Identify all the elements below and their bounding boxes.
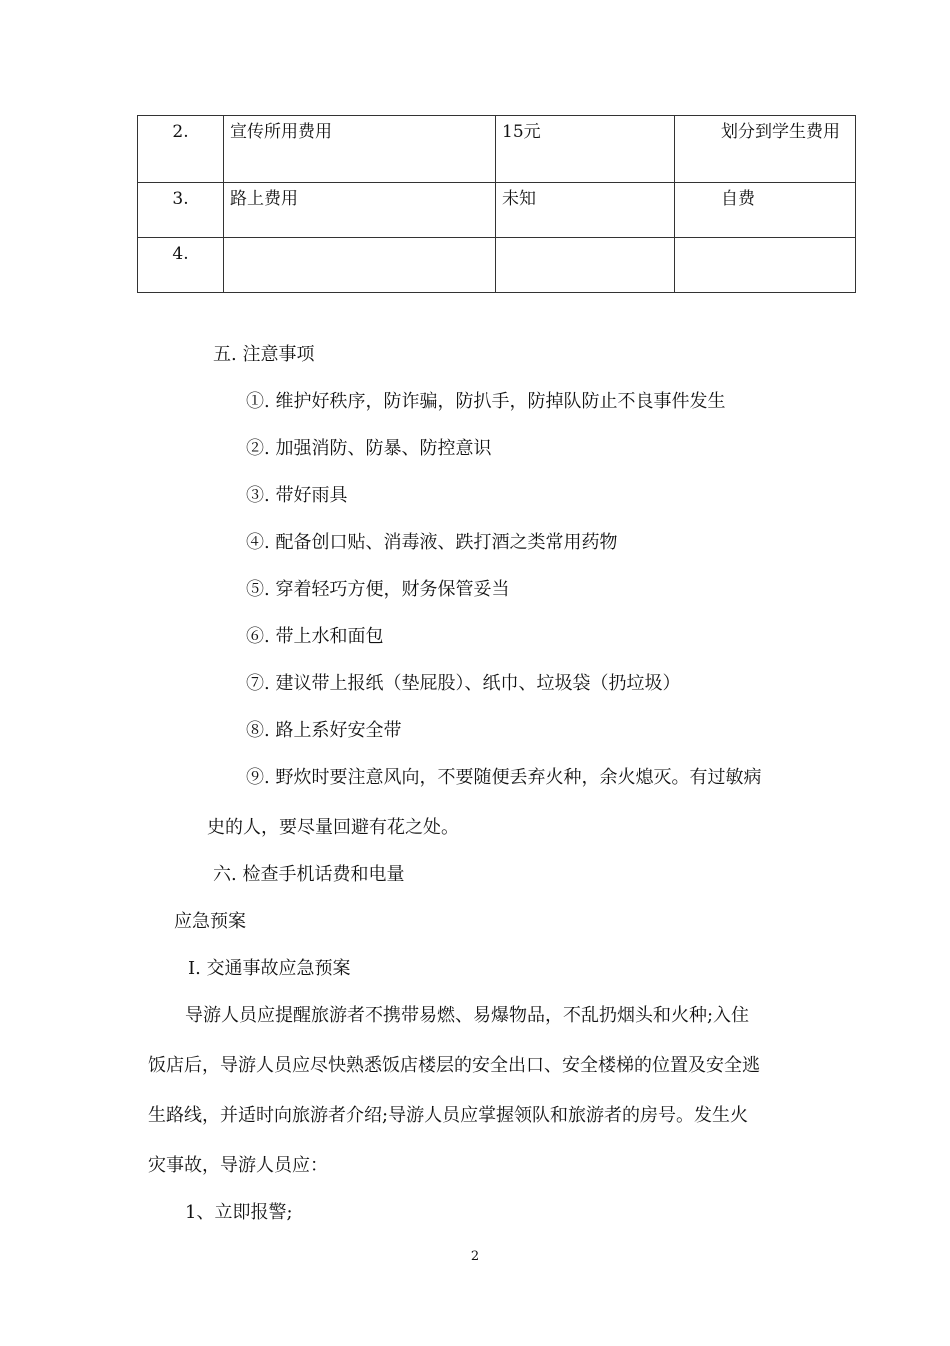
expense-amount: 未知: [496, 183, 675, 238]
section-heading: 六. 检查手机话费和电量: [213, 864, 405, 885]
expense-amount: 15元: [496, 116, 675, 183]
list-item: ③. 带好雨具: [246, 485, 348, 506]
expense-note: [675, 238, 856, 293]
list-item: ①. 维护好秩序，防诈骗，防扒手，防掉队防止不良事件发生: [246, 391, 726, 412]
paragraph-line: 生路线，并适时向旅游者介绍;导游人员应掌握领队和旅游者的房号。发生火: [148, 1105, 749, 1126]
expense-item: [224, 238, 496, 293]
subsection-heading: Ⅰ. 交通事故应急预案: [188, 958, 351, 979]
cost-table: [137, 115, 856, 293]
expense-note: 划分到学生费用: [675, 116, 856, 183]
section-heading: 五. 注意事项: [213, 344, 315, 365]
emergency-title: 应急预案: [174, 911, 246, 932]
list-item: ②. 加强消防、防暴、防控意识: [246, 438, 492, 459]
row-number: 2.: [138, 116, 224, 183]
table-row: [138, 183, 856, 238]
expense-item: 路上费用: [224, 183, 496, 238]
table-row: [138, 116, 856, 183]
table-row: [138, 238, 856, 293]
expense-item: 宣传所用费用: [224, 116, 496, 183]
row-number: 4.: [138, 238, 224, 293]
expense-note: 自费: [675, 183, 856, 238]
paragraph-line: 饭店后，导游人员应尽快熟悉饭店楼层的安全出口、安全楼梯的位置及安全逃: [148, 1055, 760, 1076]
row-number: 3.: [138, 183, 224, 238]
list-item: ⑧. 路上系好安全带: [246, 720, 402, 741]
list-item: ④. 配备创口贴、消毒液、跌打酒之类常用药物: [246, 532, 618, 553]
list-item-continuation: 史的人，要尽量回避有花之处。: [207, 817, 459, 838]
list-item: ⑨. 野炊时要注意风向，不要随便丢弃火种，余火熄灭。有过敏病: [246, 767, 762, 788]
expense-amount: [496, 238, 675, 293]
paragraph-line: 导游人员应提醒旅游者不携带易燃、易爆物品，不乱扔烟头和火种;入住: [185, 1005, 750, 1026]
paragraph-line: 灾事故，导游人员应：: [148, 1155, 328, 1176]
list-item: ⑦. 建议带上报纸（垫屁股）、纸巾、垃圾袋（扔垃圾）: [246, 673, 681, 694]
page-number: 2: [470, 1249, 480, 1264]
list-item: ⑤. 穿着轻巧方便，财务保管妥当: [246, 579, 510, 600]
step-item: 1、立即报警;: [185, 1202, 293, 1223]
list-item: ⑥. 带上水和面包: [246, 626, 384, 647]
